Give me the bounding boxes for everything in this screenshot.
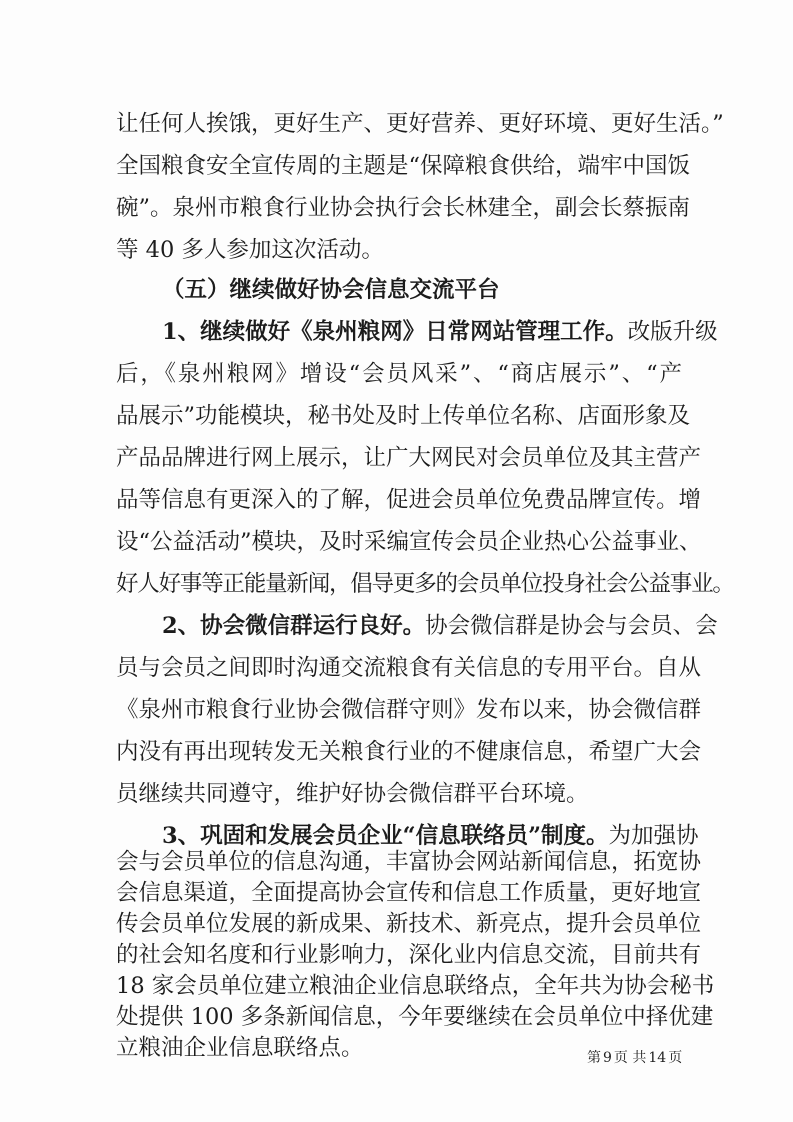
body-line: 员与会员之间即时沟通交流粮食有关信息的专用平台。自从 — [116, 655, 702, 681]
body-line: 会信息渠道，全面提高协会宣传和信息工作质量，更好地宣 — [116, 880, 702, 906]
body-line: 立粮油企业信息联络点。 — [116, 1035, 364, 1061]
body-line: 设“公益活动”模块，及时采编宣传会员企业热心公益事业、 — [116, 529, 702, 555]
body-line: 品展示”功能模块，秘书处及时上传单位名称、店面形象及 — [116, 403, 691, 429]
body-line: 全国粮食安全宣传周的主题是“保障粮食供给，端牢中国饭 — [116, 153, 691, 179]
body-line: 处提供 100 多条新闻信息，今年要继续在会员单位中择优建 — [116, 1004, 714, 1030]
page-label-mid: 页 共 — [613, 1050, 647, 1066]
body-line: 产品品牌进行网上展示，让广大网民对会员单位及其主营产 — [116, 445, 702, 471]
page-label-suffix: 页 — [668, 1050, 683, 1066]
item-3-first-line-rest: 为加强协 — [608, 823, 699, 849]
item-1-first-line — [162, 312, 718, 352]
body-line: 18 家会员单位建立粮油企业信息联络点，全年共为协会秘书 — [116, 973, 715, 999]
body-line: 品等信息有更深入的了解，促进会员单位免费品牌宣传。增 — [116, 487, 702, 513]
body-line: 内没有再出现转发无关粮食行业的不健康信息，希望广大会 — [116, 739, 702, 765]
body-line: 传会员单位发展的新成果、新技术、新亮点，提升会员单位 — [116, 911, 702, 937]
body-line: 让任何人挨饿，更好生产、更好营养、更好环境、更好生活。” — [116, 111, 724, 137]
total-pages: 14 — [648, 1050, 667, 1066]
body-line: 《泉州市粮食行业协会微信群守则》发布以来，协会微信群 — [116, 697, 702, 723]
body-line: 员继续共同遵守，维护好协会微信群平台环境。 — [116, 781, 589, 807]
body-line: 碗”。泉州市粮食行业协会执行会长林建全，副会长蔡振南 — [116, 195, 691, 221]
item-2-first-line-rest: 协会微信群是协会与会员、会 — [425, 613, 718, 639]
page-label-prefix: 第 — [587, 1050, 601, 1066]
section-heading: （五）继续做好协会信息交流平台 — [162, 277, 500, 303]
item-2-title: 2、协会微信群运行良好。 — [162, 613, 426, 639]
body-line: 后，《泉州粮网》增设“会员风采”、“商店展示”、“产 — [116, 361, 682, 387]
current-page: 9 — [603, 1050, 612, 1066]
body-line: 好人好事等正能量新闻，倡导更多的会员单位投身社会公益事业。 — [116, 571, 734, 597]
body-line: 会与会员单位的信息沟通，丰富协会网站新闻信息，拓宽协 — [116, 849, 702, 875]
item-3-title: 3、巩固和发展会员企业“信息联络员”制度。 — [162, 823, 609, 849]
body-line: 的社会知名度和行业影响力，深化业内信息交流，目前共有 — [116, 942, 702, 968]
body-line: 等 40 多人参加这次活动。 — [116, 237, 384, 263]
item-1-title: 1、继续做好《泉州粮网》日常网站管理工作。 — [162, 319, 628, 345]
item-1-first-line-rest: 改版升级 — [627, 319, 718, 345]
item-2-first-line — [162, 606, 718, 646]
